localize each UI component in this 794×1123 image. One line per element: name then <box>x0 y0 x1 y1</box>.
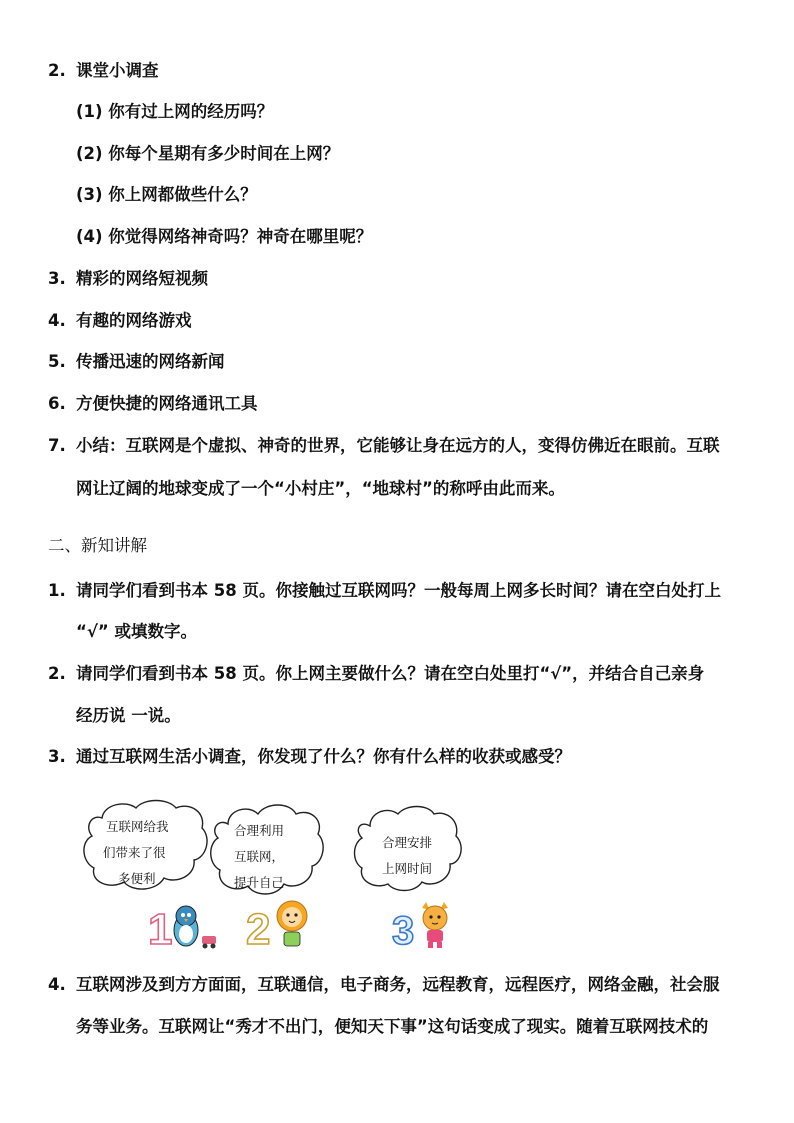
cat-figure-with-number <box>392 902 456 950</box>
survey-question-1: (1) 你有过上网的经历吗？ <box>76 102 274 121</box>
list-item-text: 精彩的网络短视频 <box>76 269 208 288</box>
survey-question-3: (3) 你上网都做些什么？ <box>76 185 257 204</box>
cloud-2-line-1: 合理利用 <box>234 823 285 838</box>
section-item-number: 3. <box>48 747 66 766</box>
item4-line-2: 务等业务。互联网让“秀才不出门，便知天下事”这句话变成了现实。随着互联网技术的 <box>76 1017 709 1036</box>
cloud-3-line-2: 上网时间 <box>382 861 433 876</box>
section-item-number: 1. <box>48 581 66 600</box>
cloud-2-line-3: 提升自己 <box>234 875 285 890</box>
section-item-2-line-2: 经历说 一说。 <box>76 706 181 725</box>
section-item-1-line-2: “√” 或填数字。 <box>76 622 197 641</box>
penguin-icon <box>148 900 220 950</box>
cloud-1-line-1: 互联网给我 <box>106 819 169 834</box>
list-item-text: 有趣的网络游戏 <box>76 311 192 330</box>
item4-line-1: 互联网涉及到方方面面，互联通信，电子商务，远程教育，远程医疗，网络金融，社会服 <box>76 975 720 994</box>
section-item-2-line-1: 请同学们看到书本 58 页。你上网主要做什么？请在空白处里打“√”，并结合自己亲身 <box>76 664 705 683</box>
cloud-2-line-2: 互联网， <box>234 849 285 864</box>
survey-question-4: (4) 你觉得网络神奇吗？神奇在哪里呢？ <box>76 227 373 246</box>
summary-number: 7. <box>48 436 66 455</box>
number-one-glyph: 1 <box>148 905 173 950</box>
cloud-3-line-1: 合理安排 <box>382 835 433 850</box>
list-item-number: 4. <box>48 311 66 330</box>
list-item-number: 3. <box>48 269 66 288</box>
item4-number: 4. <box>48 975 66 994</box>
number-two-glyph: 2 <box>246 905 271 950</box>
cloud-1-line-2: 们带来了很 <box>103 845 166 860</box>
summary-line-1: 小结：互联网是个虚拟、神奇的世界，它能够让身在远方的人，变得仿佛近在眼前。互联 <box>76 436 720 455</box>
section-title: 二、新知讲解 <box>48 536 147 555</box>
lion-icon <box>246 898 318 950</box>
lion-figure-with-number <box>246 898 318 950</box>
list-item-text: 方便快捷的网络通讯工具 <box>76 394 258 413</box>
section-item-1-line-1: 请同学们看到书本 58 页。你接触过互联网吗？一般每周上网多长时间？请在空白处打上 <box>76 581 721 600</box>
survey-question-2: (2) 你每个星期有多少时间在上网？ <box>76 144 340 163</box>
survey-title: 课堂小调查 <box>76 61 159 80</box>
penguin-figure-with-number <box>148 900 220 950</box>
section-item-number: 2. <box>48 664 66 683</box>
survey-number: 2. <box>48 61 66 80</box>
list-item-number: 6. <box>48 394 66 413</box>
list-item-number: 5. <box>48 352 66 371</box>
cloud-1-line-3: 多便利 <box>118 871 156 886</box>
list-item-text: 传播迅速的网络新闻 <box>76 352 225 371</box>
summary-line-2: 网让辽阔的地球变成了一个“小村庄”，“地球村”的称呼由此而来。 <box>76 479 565 498</box>
section-item-3-line-1: 通过互联网生活小调查，你发现了什么？你有什么样的收获或感受？ <box>76 747 571 766</box>
cat-icon <box>392 902 456 950</box>
number-three-glyph: 3 <box>392 909 415 950</box>
